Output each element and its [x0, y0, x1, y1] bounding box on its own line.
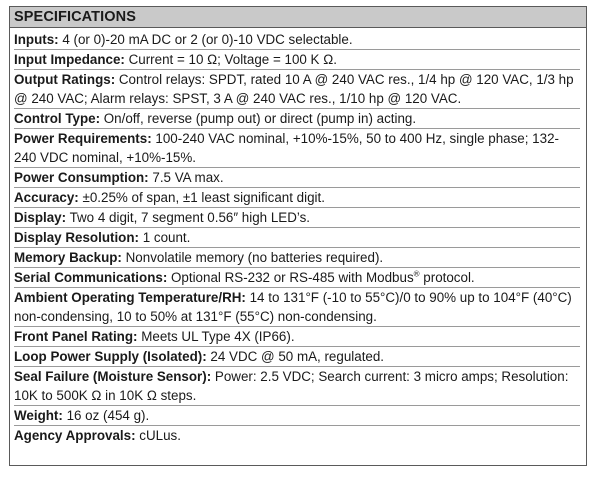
spec-value: Two 4 digit, 7 segment 0.56″ high LED’s. [66, 210, 311, 225]
spec-value: Nonvolatile memory (no batteries required). [121, 250, 384, 265]
spec-row-agency-approvals [14, 426, 580, 445]
spec-value: ±0.25% of span, ±1 least significant digit. [78, 190, 325, 205]
spec-row-control-type [14, 109, 580, 129]
spec-label: Agency Approvals: [14, 428, 136, 443]
spec-row-memory-backup [14, 248, 580, 268]
spec-row-display-resolution [14, 228, 580, 248]
spec-row-front-panel-rating [14, 327, 580, 347]
spec-value: Optional RS-232 or RS-485 with Modbus [167, 270, 414, 285]
spec-value: Power: 2.5 VDC; Search current: 3 micro amps; Resolution: 10K to 500K Ω in 10K Ω steps. [14, 369, 569, 403]
spec-label: Power Requirements: [14, 131, 152, 146]
spec-value: On/off, reverse (pump out) or direct (pump in) acting. [100, 111, 417, 126]
spec-row-loop-power-supply [14, 347, 580, 367]
spec-label: Display: [14, 210, 67, 225]
spec-value-suffix: protocol. [419, 270, 475, 285]
spec-value: 1 count. [139, 230, 191, 245]
spec-row-inputs [14, 30, 580, 50]
spec-value: 24 VDC @ 50 mA, regulated. [206, 349, 385, 364]
spec-list [10, 28, 586, 445]
spec-row-input-impedance [14, 50, 580, 70]
spec-label: Weight: [14, 408, 63, 423]
spec-value: cULus. [135, 428, 181, 443]
specifications-table [9, 6, 587, 466]
spec-label: Serial Communications: [14, 270, 168, 285]
spec-label: Ambient Operating Temperature/RH: [14, 290, 246, 305]
spec-label: Control Type: [14, 111, 101, 126]
spec-label: Front Panel Rating: [14, 329, 138, 344]
spec-row-power-requirements [14, 129, 580, 168]
spec-row-accuracy [14, 188, 580, 208]
spec-value: 14 to 131°F (-10 to 55°C)/0 to 90% up to 104°F (40°C) non-condensing, 10 to 50% at 131°F (55°C) non-condensing. [14, 290, 572, 324]
spec-value: 4 (or 0)-20 mA DC or 2 (or 0)-10 VDC selectable. [58, 32, 353, 47]
registered-mark: ® [413, 269, 420, 279]
spec-row-power-consumption [14, 168, 580, 188]
spec-label: Input Impedance: [14, 52, 125, 67]
spec-value: 100-240 VAC nominal, +10%-15%, 50 to 400 Hz, single phase; 132-240 VDC nominal, +10%-15%. [14, 131, 559, 165]
spec-value: 7.5 VA max. [148, 170, 224, 185]
spec-value: Control relays: SPDT, rated 10 A @ 240 VAC res., 1/4 hp @ 120 VAC, 1/3 hp @ 240 VAC; Alarm relays: SPST, 3 A @ 240 VAC res., 1/10 hp @ 120 VAC. [14, 72, 574, 106]
spec-row-display [14, 208, 580, 228]
spec-row-serial-communications [14, 268, 580, 288]
spec-value: Meets UL Type 4X (IP66). [137, 329, 295, 344]
spec-value: Current = 10 Ω; Voltage = 100 K Ω. [124, 52, 337, 67]
spec-label: Output Ratings: [14, 72, 116, 87]
spec-label: Memory Backup: [14, 250, 122, 265]
spec-row-seal-failure [14, 367, 580, 406]
spec-row-weight [14, 406, 580, 426]
spec-label: Loop Power Supply (Isolated): [14, 349, 207, 364]
spec-label: Inputs: [14, 32, 59, 47]
spec-label: Power Consumption: [14, 170, 149, 185]
spec-row-output-ratings [14, 70, 580, 109]
spec-label: Accuracy: [14, 190, 79, 205]
table-title: SPECIFICATIONS [10, 7, 586, 28]
spec-row-ambient-temperature [14, 288, 580, 327]
spec-label: Display Resolution: [14, 230, 139, 245]
spec-label: Seal Failure (Moisture Sensor): [14, 369, 212, 384]
spec-value: 16 oz (454 g). [62, 408, 150, 423]
